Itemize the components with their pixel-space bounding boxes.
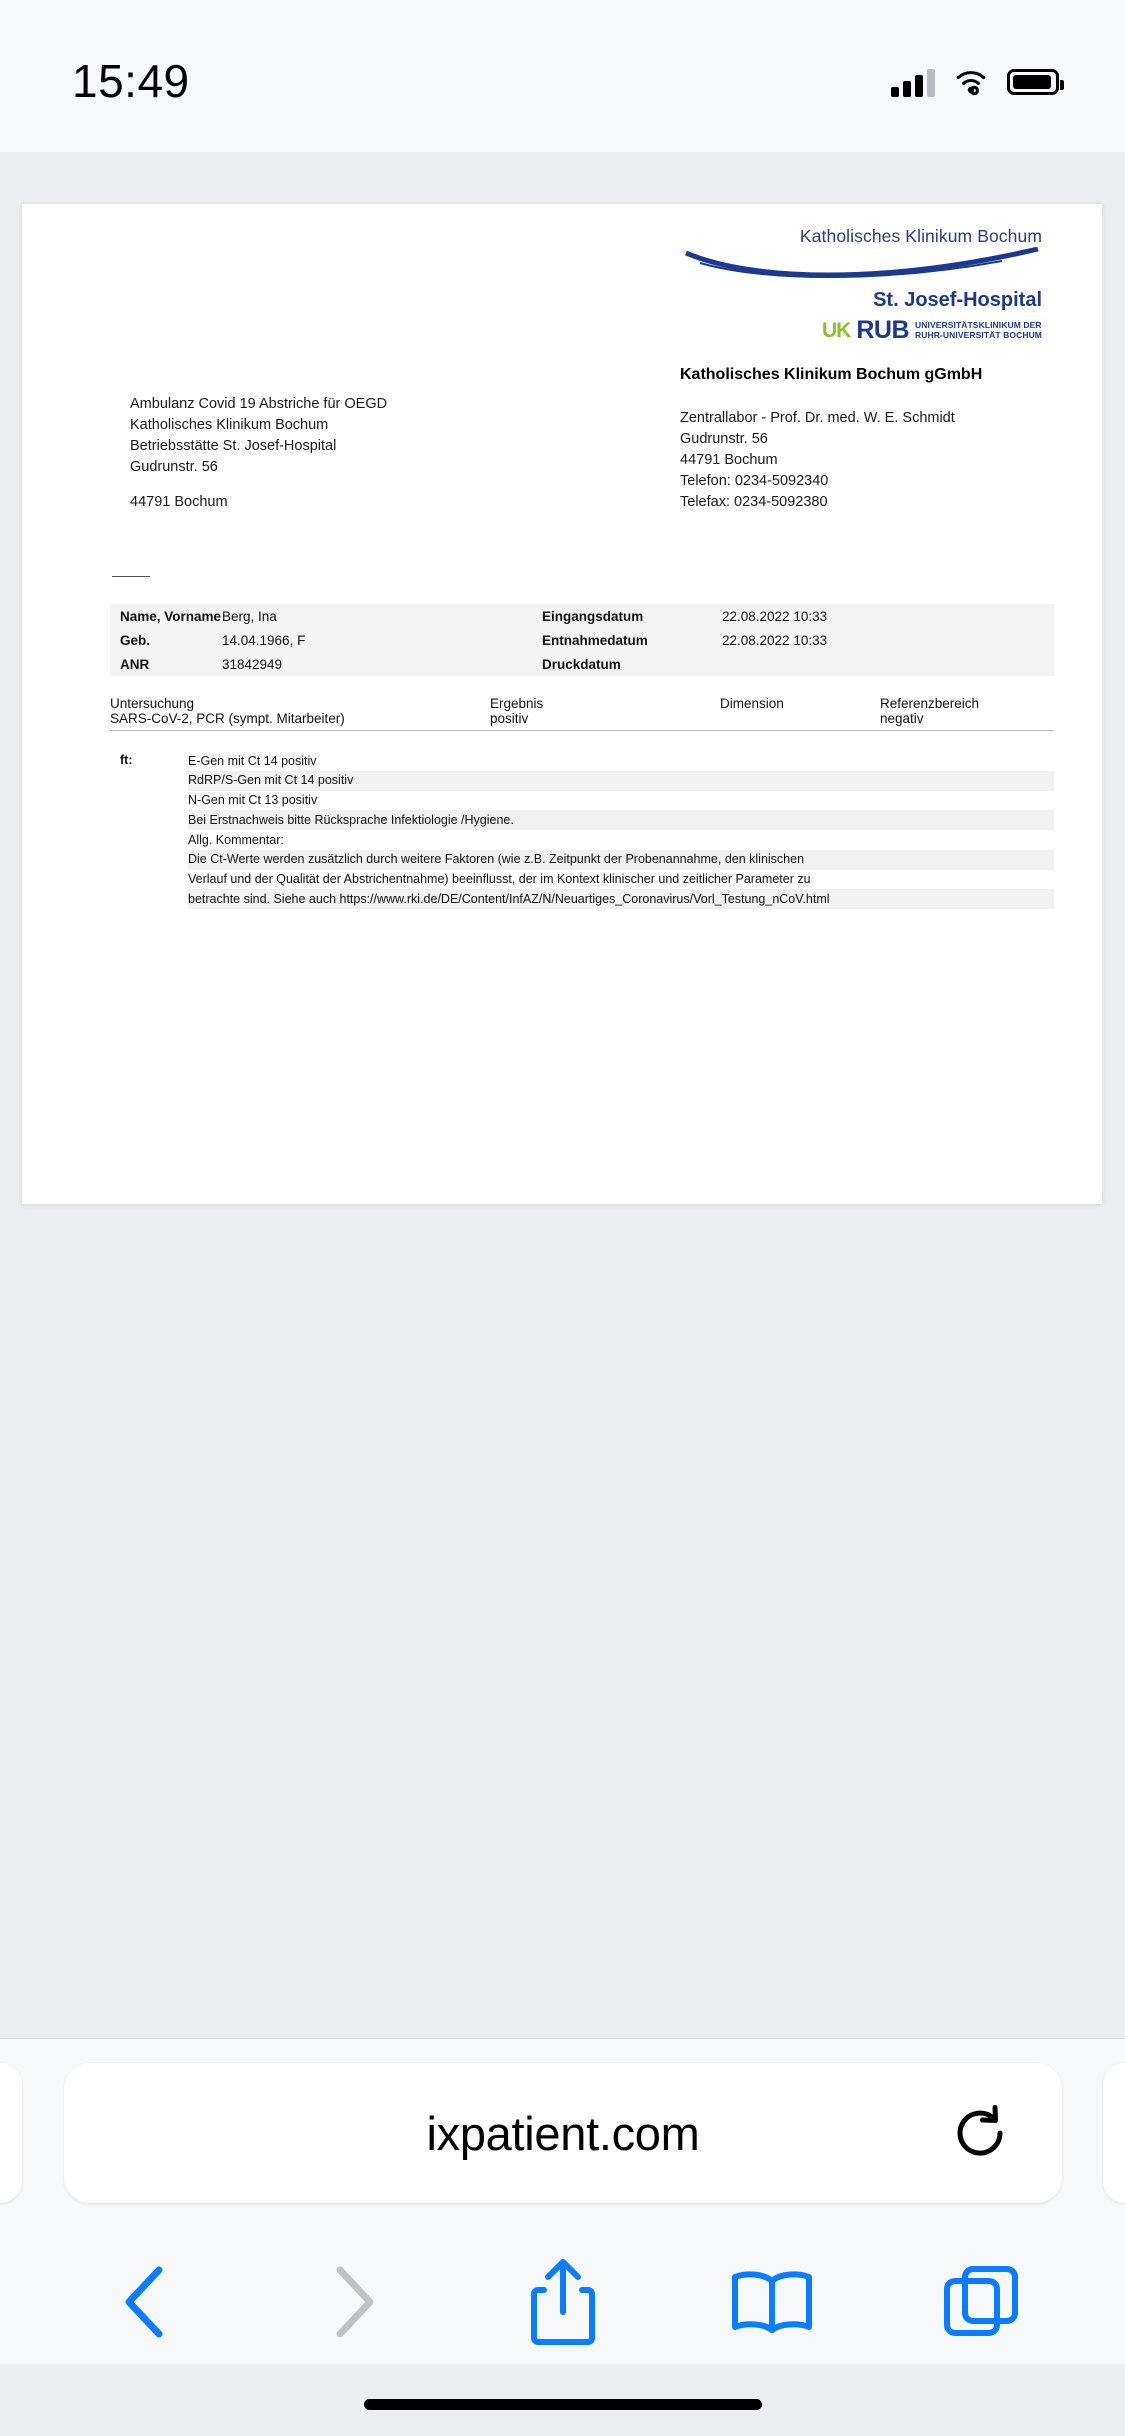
- status-time: 15:49: [72, 55, 190, 107]
- status-bar: [0, 0, 1125, 152]
- sender-line-5: 44791 Bochum: [130, 494, 228, 511]
- table-row: [110, 628, 1054, 652]
- share-button[interactable]: [508, 2254, 618, 2350]
- result-table-rule: [110, 730, 1054, 731]
- sender-line-1: Ambulanz Covid 19 Abstriche für OEGD: [130, 396, 388, 412]
- share-icon: [528, 2256, 598, 2348]
- bookmarks-button[interactable]: [717, 2254, 827, 2350]
- book-icon: [729, 2267, 815, 2337]
- wifi-icon: [953, 68, 989, 96]
- lab-address: [680, 366, 1080, 513]
- cell-ergebnis: positiv: [490, 711, 529, 726]
- list-item: Bei Erstnachweis bitte Rücksprache Infektiologie /Hygiene.: [188, 810, 1054, 830]
- logo-subtitle: St. Josef-Hospital: [873, 289, 1042, 311]
- lab-line-5: Telefax: 0234-5092380: [680, 494, 828, 511]
- sender-address: [130, 394, 460, 513]
- lab-header: Katholisches Klinikum Bochum gGmbH: [680, 366, 983, 383]
- table-row: [110, 652, 1054, 676]
- result-data-row: [110, 711, 1054, 726]
- druckdatum-label: Druckdatum: [542, 656, 621, 672]
- browser-toolbar: [0, 2240, 1125, 2364]
- lab-line-1: Zentrallabor - Prof. Dr. med. W. E. Schmidt: [680, 410, 955, 426]
- findings-items: [188, 751, 1054, 909]
- patient-name-value: Berg, Ina: [222, 608, 277, 624]
- rub-lines: [915, 321, 1042, 341]
- table-row: [110, 604, 1054, 628]
- patient-anr-value: 31842949: [222, 656, 283, 672]
- status-indicators: [891, 67, 1059, 97]
- webview-content[interactable]: [0, 152, 1125, 1312]
- col-untersuchung-header: Untersuchung: [110, 696, 195, 711]
- patient-birth-value: 14.04.1966, F: [222, 632, 306, 648]
- list-item: N-Gen mit Ct 13 positiv: [188, 793, 318, 807]
- cell-referenz: negativ: [880, 711, 924, 726]
- entnahmedatum-value: 22.08.2022 10:33: [722, 632, 828, 648]
- list-item: RdRP/S-Gen mit Ct 14 positiv: [188, 771, 1054, 791]
- sender-line-2: Katholisches Klinikum Bochum: [130, 417, 329, 434]
- back-button[interactable]: [90, 2254, 200, 2350]
- col-referenz-header: Referenzbereich: [880, 696, 980, 711]
- list-item: Die Ct-Werte werden zusätzlich durch weitere Faktoren (wie z.B. Zeitpunkt der Probenannahme, den klinischen: [188, 850, 1054, 870]
- patient-birth-label: Geb.: [120, 632, 151, 648]
- address-bar[interactable]: [64, 2063, 1062, 2203]
- list-item: Verlauf und der Qualität der Abstrichentnahme) beeinflusst, der im Kontext klinischer und zeitlicher Parameter zu: [188, 872, 811, 886]
- lab-line-4: Telefon: 0234-5092340: [680, 473, 829, 490]
- logo-swoosh-icon: [682, 247, 1042, 283]
- patient-name-label: Name, Vorname: [120, 608, 222, 624]
- clinic-logo: [682, 226, 1042, 345]
- forward-button[interactable]: [299, 2254, 409, 2350]
- rub-line-2: RUHR-UNIVERSITÄT BOCHUM: [915, 329, 1042, 340]
- lab-line-2: Gudrunstr. 56: [680, 431, 768, 448]
- forward-chevron-icon: [324, 2262, 384, 2342]
- sender-line-4: Gudrunstr. 56: [130, 459, 218, 476]
- url-text[interactable]: ixpatient.com: [426, 2106, 700, 2160]
- tab-peek-left[interactable]: [0, 2063, 22, 2203]
- rub-line-1: UNIVERSITÄTSKLINIKUM DER: [915, 319, 1042, 330]
- eingangsdatum-label: Eingangsdatum: [542, 608, 644, 624]
- col-dimension-header: Dimension: [720, 696, 784, 711]
- cellular-signal-icon: [891, 67, 935, 97]
- tab-strip: [0, 2038, 1125, 2240]
- lab-body: [680, 408, 1080, 513]
- findings-label: ft:: [120, 753, 133, 767]
- result-table: [110, 696, 1054, 731]
- entnahmedatum-label: Entnahmedatum: [542, 632, 648, 648]
- tab-peek-right[interactable]: [1103, 2063, 1125, 2203]
- rub-text: RUB: [856, 316, 910, 344]
- col-ergebnis-header: Ergebnis: [490, 696, 544, 711]
- uk-text: UK: [822, 318, 851, 342]
- home-indicator: [364, 2399, 762, 2410]
- divider-rule: [112, 576, 150, 577]
- list-item: Allg. Kommentar:: [188, 832, 284, 847]
- findings-block: [110, 751, 1054, 909]
- tabs-icon: [942, 2263, 1020, 2341]
- browser-bottom-bar: [0, 1312, 1125, 2436]
- logo-title: Katholisches Klinikum Bochum: [799, 226, 1042, 246]
- back-chevron-icon: [115, 2262, 175, 2342]
- eingangsdatum-value: 22.08.2022 10:33: [722, 608, 828, 624]
- tabs-button[interactable]: [926, 2254, 1036, 2350]
- list-item: betrachte sind. Siehe auch https://www.rki.de/DE/Content/InfAZ/N/Neuartiges_Coronavirus/Vorl_Testung_nCoV.html: [188, 889, 1054, 909]
- lab-line-3: 44791 Bochum: [680, 452, 778, 469]
- list-item: E-Gen mit Ct 14 positiv: [188, 753, 317, 768]
- lab-report-document: [22, 204, 1102, 1204]
- result-header-row: [110, 696, 1054, 711]
- rub-logo: [682, 316, 1042, 345]
- reload-icon[interactable]: [952, 2105, 1008, 2161]
- patient-info-table: [110, 604, 1054, 676]
- battery-icon: [1007, 69, 1059, 95]
- cell-dimension: [720, 711, 880, 726]
- sender-line-3: Betriebsstätte St. Josef-Hospital: [130, 438, 337, 455]
- patient-anr-label: ANR: [120, 656, 150, 672]
- cell-untersuchung: SARS-CoV-2, PCR (sympt. Mitarbeiter): [110, 711, 345, 726]
